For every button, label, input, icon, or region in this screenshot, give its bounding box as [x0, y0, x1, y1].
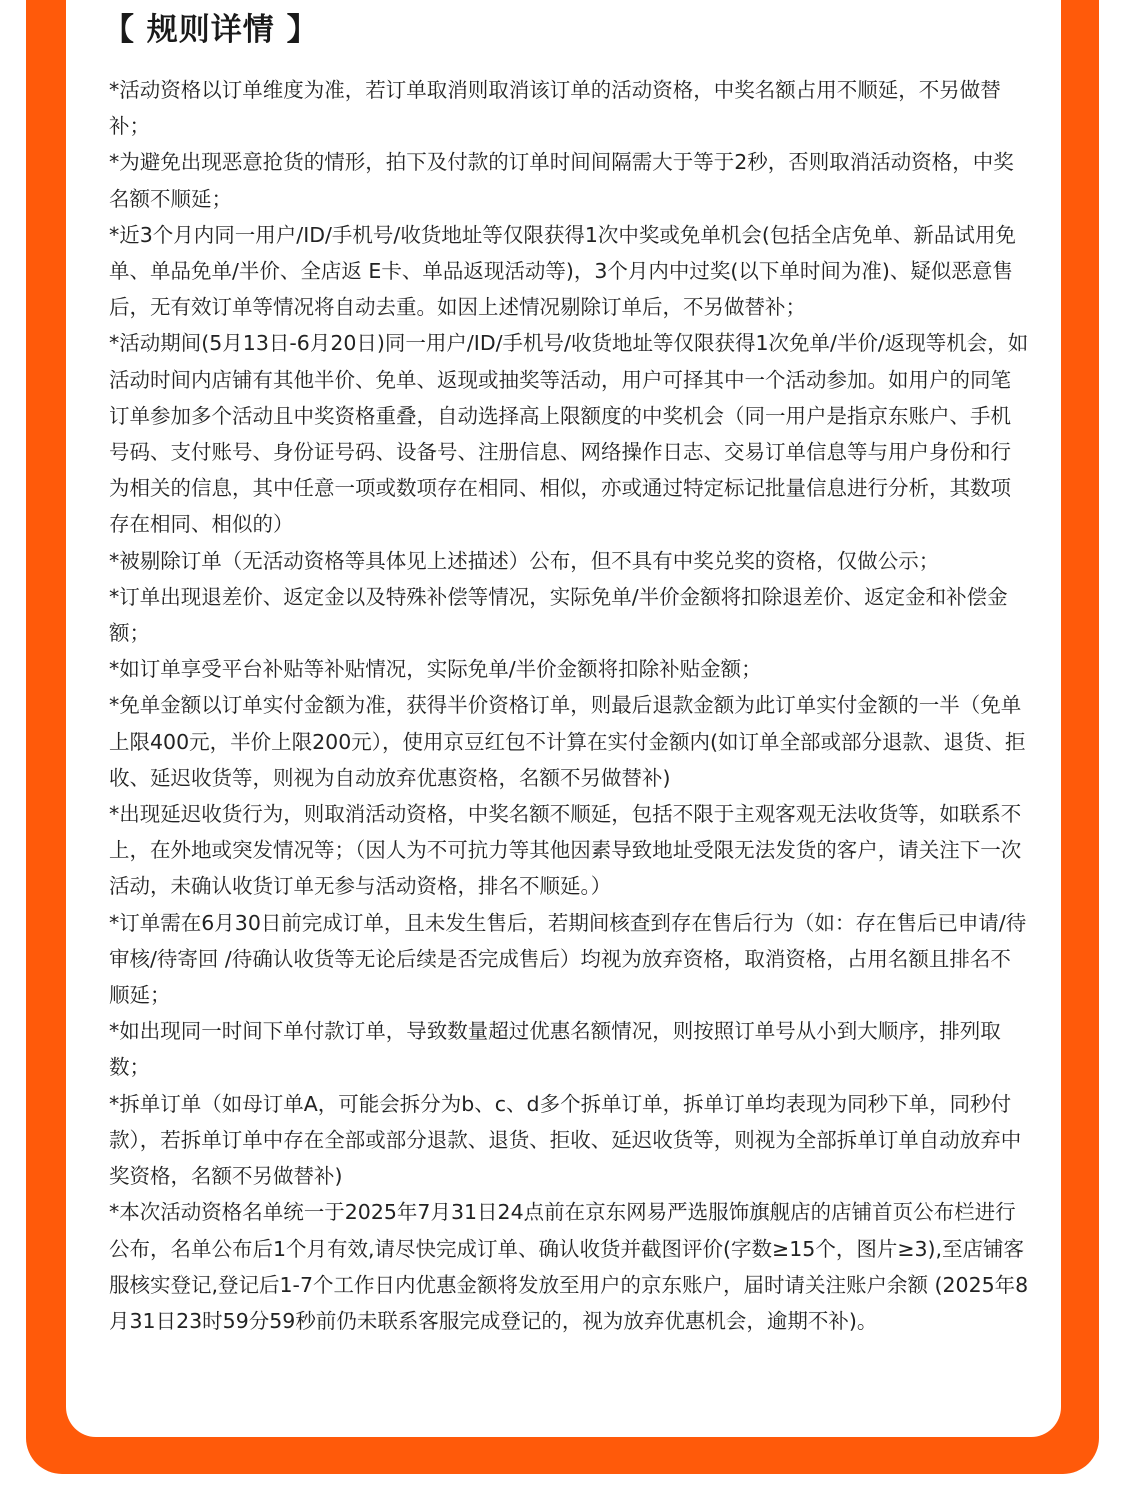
section-title: 【 规则详情 】 [103, 12, 319, 48]
rule-item-6: *订单出现退差价、返定金以及特殊补偿等情况，实际免单/半价金额将扣除退差价、返定金和补偿金额； [109, 584, 1008, 646]
rule-item-11: *如出现同一时间下单付款订单，导致数量超过优惠名额情况，则按照订单号从小到大顺序，排列取数； [109, 1019, 1001, 1080]
rule-item-12: *拆单订单（如母订单A，可能会拆分为b、c、d多个拆单订单，拆单订单均表现为同秒下单，同秒付款），若拆单订单中存在全部或部分退款、退货、拒收、延迟收货等，则视为全部拆单订单自动放弃中奖资格，名额不另做替补) [109, 1091, 1022, 1189]
rule-item-3: *近3个月内同一用户/ID/手机号/收货地址等仅限获得1次中奖或免单机会(包括全店免单、新品试用免单、单品免单/半价、全店返 E卡、单品返现活动等)，3个月内中过奖(以下单时间为准)、疑似恶意售后，无有效订单等情况将自动去重。如因上述情况剔除订单后，不另做替补； [109, 222, 1016, 320]
rule-item-1: *活动资格以订单维度为准，若订单取消则取消该订单的活动资格，中奖名额占用不顺延，不另做替补； [109, 78, 1001, 139]
rules-card [66, 0, 1061, 1437]
rules-list [109, 72, 1029, 1339]
rule-item-4: *活动期间(5月13日-6月20日)同一用户/ID/手机号/收货地址等仅限获得1次免单/半价/返现等机会，如活动时间内店铺有其他半价、免单、返现或抽奖等活动，用户可择其中一个活动参加。如用户的同笔订单参加多个活动且中奖资格重叠，自动选择高上限额度的中奖机会（同一用户是指京东账户、手机号码、支付账号、身份证号码、设备号、注册信息、网络操作日志、交易订单信息等与用户身份和行为相关的信息，其中任意一项或数项存在相同、相似，亦或通过特定标记批量信息进行分析，其数项存在相同、相似的） [109, 331, 1029, 537]
rule-item-7: *如订单享受平台补贴等补贴情况，实际免单/半价金额将扣除补贴金额； [109, 657, 762, 682]
rule-item-5: *被剔除订单（无活动资格等具体见上述描述）公布，但不具有中奖兑奖的资格，仅做公示； [109, 548, 940, 573]
rule-item-13: *本次活动资格名单统一于2025年7月31日24点前在京东网易严选服饰旗舰店的店铺首页公布栏进行公布，名单公布后1个月有效,请尽快完成订单、确认收货并截图评价(字数≥15个，图片≥3),至店铺客服核实登记,登记后1-7个工作日内优惠金额将发放至用户的京东账户，届时请关注账户余额 (2025年8月31日23时59分59秒前仍未联系客服完成登记的，视为放弃优惠机会，逾期不补)。 [109, 1200, 1029, 1333]
rule-item-2: *为避免出现恶意抢货的情形，拍下及付款的订单时间间隔需大于等于2秒，否则取消活动资格，中奖名额不顺延； [109, 150, 1014, 211]
rule-item-9: *出现延迟收货行为，则取消活动资格，中奖名额不顺延，包括不限于主观客观无法收货等，如联系不上，在外地或突发情况等；（因人为不可抗力等其他因素导致地址受限无法发货的客户，请关注下一次活动，未确认收货订单无参与活动资格，排名不顺延。） [109, 802, 1022, 899]
rule-item-8: *免单金额以订单实付金额为准，获得半价资格订单，则最后退款金额为此订单实付金额的一半（免单上限400元，半价上限200元），使用京豆红包不计算在实付金额内(如订单全部或部分退款、退货、拒收、延迟收货等，则视为自动放弃优惠资格，名额不另做替补) [109, 693, 1026, 790]
rule-item-10: *订单需在6月30日前完成订单，且未发生售后，若期间核查到存在售后行为（如：存在售后已申请/待审核/待寄回 /待确认收货等无论后续是否完成售后）均视为放弃资格，取消资格，占用名额且排名不顺延； [109, 910, 1027, 1008]
